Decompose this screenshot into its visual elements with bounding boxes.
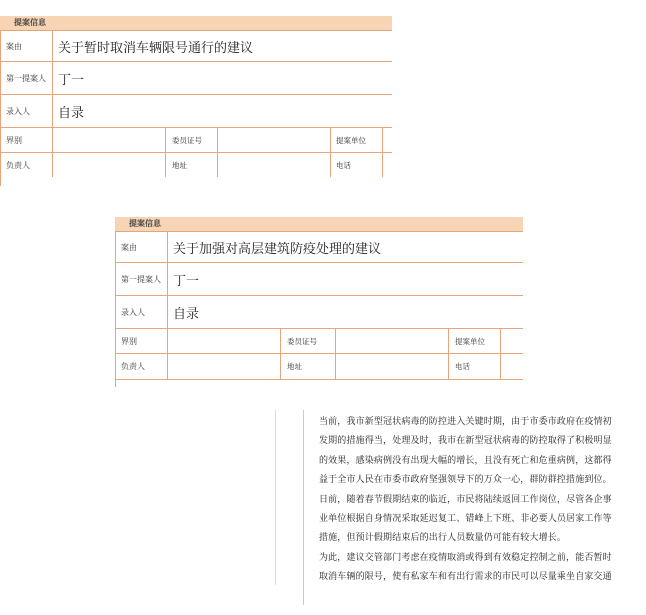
entered-by-label: 录入人: [6, 106, 30, 116]
subject-value: 关于暂时取消车辆限号通行的建议: [58, 40, 254, 56]
first-proposer-row: [0, 62, 392, 95]
person-in-charge-row: [115, 354, 523, 380]
entered-by-row: [115, 296, 523, 329]
entered-by-row: [0, 95, 392, 128]
phone-label: 电话: [455, 362, 470, 371]
subject-label: 案由: [6, 41, 22, 51]
body-line: 为此，建议交管部门考虑在疫情取消或得到有效稳定控制之前，能否暂时: [319, 552, 612, 563]
proposal-body-text: [319, 413, 629, 588]
body-line: 发期的措施得当，处理及时，我市在新型冠状病毒的防控取得了积极明显: [319, 436, 612, 447]
phone-label: 电话: [336, 160, 351, 170]
entered-by-label: 录入人: [121, 307, 145, 317]
subject-row: [0, 31, 392, 62]
first-proposer-label: 第一提案人: [121, 274, 161, 284]
body-line: 取消车辆的限号，使有私家车和有出行需求的市民可以尽量乘坐自家交通: [319, 572, 612, 583]
address-label: 地址: [172, 160, 187, 170]
address-label: 地址: [287, 362, 302, 371]
entered-by-value: 自录: [58, 105, 85, 121]
member-no-label: 委员证号: [287, 336, 317, 346]
sector-label: 界别: [6, 135, 22, 145]
person-in-charge-label: 负责人: [6, 160, 30, 170]
first-proposer-row: [115, 263, 523, 296]
sector-label: 界别: [121, 336, 137, 346]
sector-row: [0, 128, 392, 153]
proposal-form-2: [115, 217, 523, 387]
form-header: 提案信息: [0, 16, 392, 31]
body-line: 当前，我市新型冠状病毒的防控进入关键时期，由于市委市政府在疫情初: [319, 417, 612, 427]
proposal-form-1: [0, 16, 392, 186]
person-in-charge-row: [0, 153, 392, 177]
body-line: 措施，但预计假期结束后的出行人员数量仍可能有较大增长。: [319, 533, 567, 544]
proposer-unit-label: 提案单位: [455, 336, 485, 346]
first-proposer-value: 丁一: [173, 273, 200, 289]
form-header: 提案信息: [115, 217, 523, 232]
subject-row: [115, 232, 523, 263]
body-line: 的效果，感染病例没有出现大幅的增长，且没有死亡和危重病例，这都得: [319, 455, 612, 466]
entered-by-value: 自录: [173, 306, 200, 322]
body-line: 益于全市人民在市委市政府坚强领导下的万众一心，群防群控措施到位。: [319, 475, 612, 486]
subject-label: 案由: [121, 242, 137, 252]
person-in-charge-label: 负责人: [121, 362, 145, 371]
first-proposer-label: 第一提案人: [6, 73, 46, 83]
proposer-unit-label: 提案单位: [336, 135, 366, 145]
body-line: 业单位根据自身情况采取延迟复工、错峰上下班、非必要人员居家工作等: [319, 514, 612, 525]
sector-row: [115, 329, 523, 354]
body-line: 日前，随着春节假期结束的临近，市民将陆续返回工作岗位，尽管各企事: [319, 494, 612, 505]
first-proposer-value: 丁一: [58, 72, 85, 88]
subject-value: 关于加强对高层建筑防疫处理的建议: [173, 241, 382, 257]
member-no-label: 委员证号: [172, 135, 202, 145]
